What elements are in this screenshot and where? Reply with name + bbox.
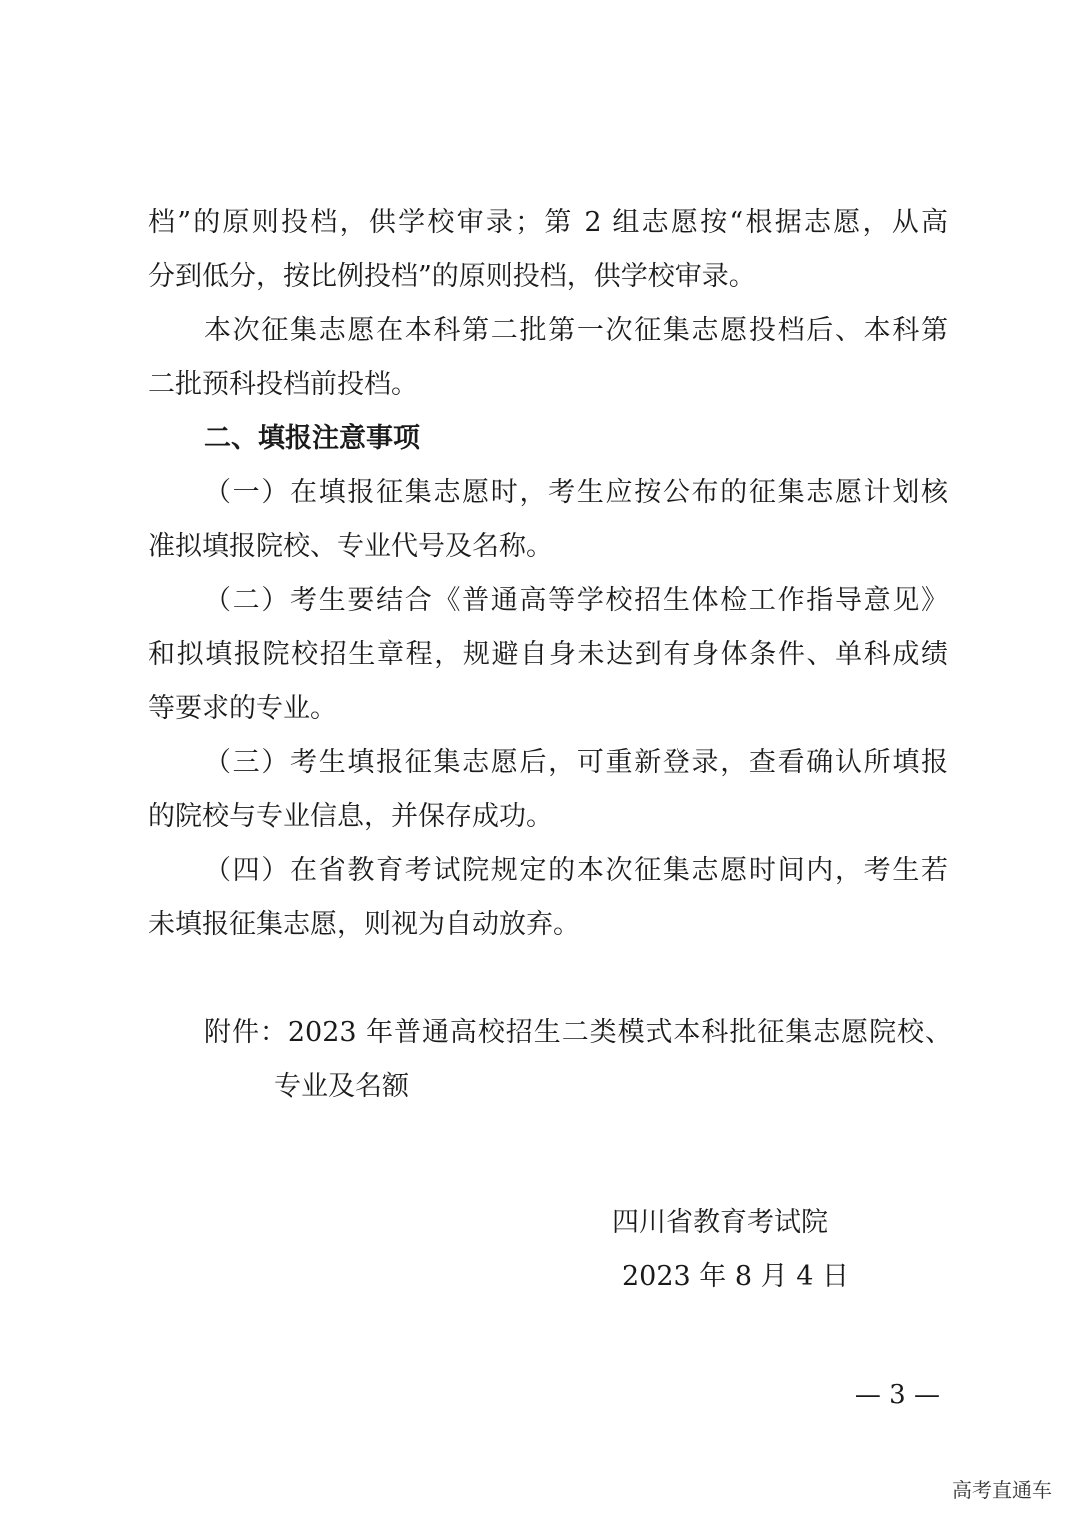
paragraph-line: 本次征集志愿在本科第二批第一次征集志愿投档后、本科第 [204,315,948,346]
paragraph-line: 档”的原则投档，供学校审录；第 2 组志愿按“根据志愿，从高 [148,207,948,238]
watermark-label: 高考直通车 [952,1478,1052,1502]
paragraph-line: 准拟填报院校、专业代号及名称。 [148,531,553,562]
page-number: — 3 — [854,1380,940,1410]
paragraph-line: 未填报征集志愿，则视为自动放弃。 [148,909,580,940]
paragraph-line: （一）在填报征集志愿时，考生应按公布的征集志愿计划核 [204,477,948,508]
paragraph-line: （四）在省教育考试院规定的本次征集志愿时间内，考生若 [204,855,948,886]
paragraph-line: 等要求的专业。 [148,693,337,724]
attachment-line: 附件：2023 年普通高校招生二类模式本科批征集志愿院校、 [204,1017,952,1048]
section-heading: 二、填报注意事项 [204,423,420,454]
signature-date: 2023 年 8 月 4 日 [622,1261,849,1292]
attachment-line: 专业及名额 [274,1071,409,1102]
signature-org: 四川省教育考试院 [612,1207,828,1238]
paragraph-line: （二）考生要结合《普通高等学校招生体检工作指导意见》 [204,585,948,616]
paragraph-line: 分到低分，按比例投档”的原则投档，供学校审录。 [148,261,756,292]
paragraph-line: 和拟填报院校招生章程，规避自身未达到有身体条件、单科成绩 [148,639,948,670]
paragraph-line: （三）考生填报征集志愿后，可重新登录，查看确认所填报 [204,747,948,778]
paragraph-line: 的院校与专业信息，并保存成功。 [148,801,553,832]
paragraph-line: 二批预科投档前投档。 [148,369,418,400]
